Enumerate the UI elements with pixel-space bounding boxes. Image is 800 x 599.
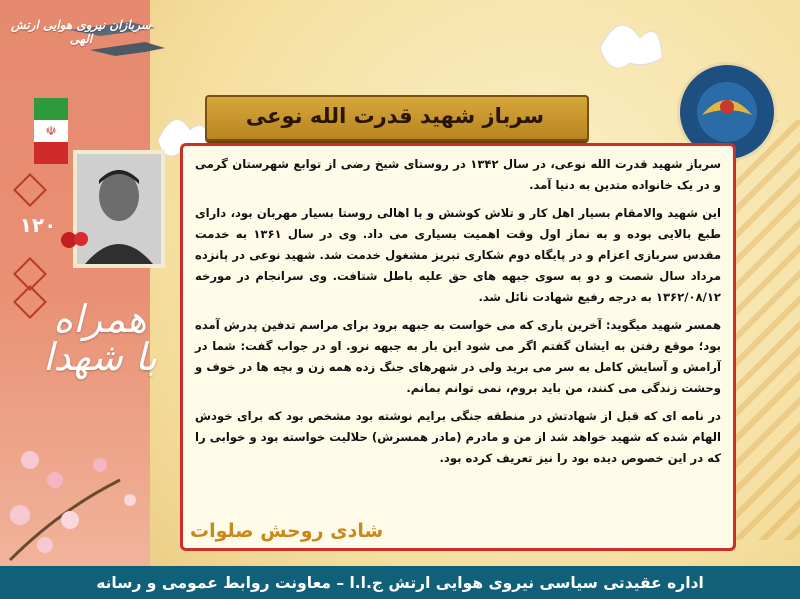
dove-icon: [590, 8, 670, 98]
bio-paragraph: این شهید والامقام بسیار اهل کار و تلاش کوشش و با اهالی روستا بسیار مهربان بود، دارای طبع بالایی بوده و به نماز اول وقت اهمیت بسیاری می داد. وی در سال ۱۳۶۱ به خدمت مقدس سربازی اعزام و در پایگاه دوم شکاری تبریز مشغول خدمت شد. شهید نوعی در پانزده مرداد سال شصت و دو به سوی جبهه های حق علیه باطل شتافت. وی سرانجام در مورخه ۱۳۶۲/۰۸/۱۲ به درجه رفیع شهادت نائل شد.: [195, 206, 721, 304]
bio-paragraph: در نامه ای که قبل از شهادتش در منطقه جنگی برایم نوشته بود مشخص بود که برای خودش الهام شده که شهید خواهد شد از من و مادرم (مادر همسرش) حلالیت خواسته بود و خوابی را که در این خصوص دیده بود را نیز تعریف کرده بود.: [195, 409, 721, 465]
flower-icon: [55, 225, 95, 255]
bio-card: [180, 143, 736, 551]
motto: همراه با شهدا: [42, 297, 158, 379]
iran-flag-icon: ☫: [34, 98, 68, 164]
bio-paragraph: همسر شهید میگوید: آخرین باری که می خواست به جبهه برود برای مراسم تدفین پدرش آمده بود؛ موقع رفتن به ایشان گفتم اگر می شود این بار به جبهه نرو. او در جواب گفت: شما در آرامش و آسایش کامل به سر می برید ولی در شهرهای جنگ زده همه زن و بچه ها در خوف و وحشت زندگی می کنند، من باید بروم، نمی توانم بمانم.: [195, 318, 721, 395]
page-title: سرباز شهید قدرت الله نوعی: [245, 104, 545, 128]
martyr-number: ۱۲۰: [19, 213, 57, 237]
corner-title: سربازان نیروی هوایی ارتش الهی: [11, 18, 151, 46]
bio-paragraph: سرباز شهید قدرت الله نوعی، در سال ۱۳۴۲ در روستای شیخ رضی از توابع شهرستان گرمی و در یک خانواده متدین به دنیا آمد.: [195, 157, 721, 192]
closing-text: شادی روحش صلوات: [190, 520, 384, 542]
blossom-icon: [0, 420, 175, 566]
footer-bar: اداره عقیدتی سیاسی نیروی هوایی ارتش ج.ا.ا – معاونت روابط عمومی و رسانه: [0, 566, 800, 599]
